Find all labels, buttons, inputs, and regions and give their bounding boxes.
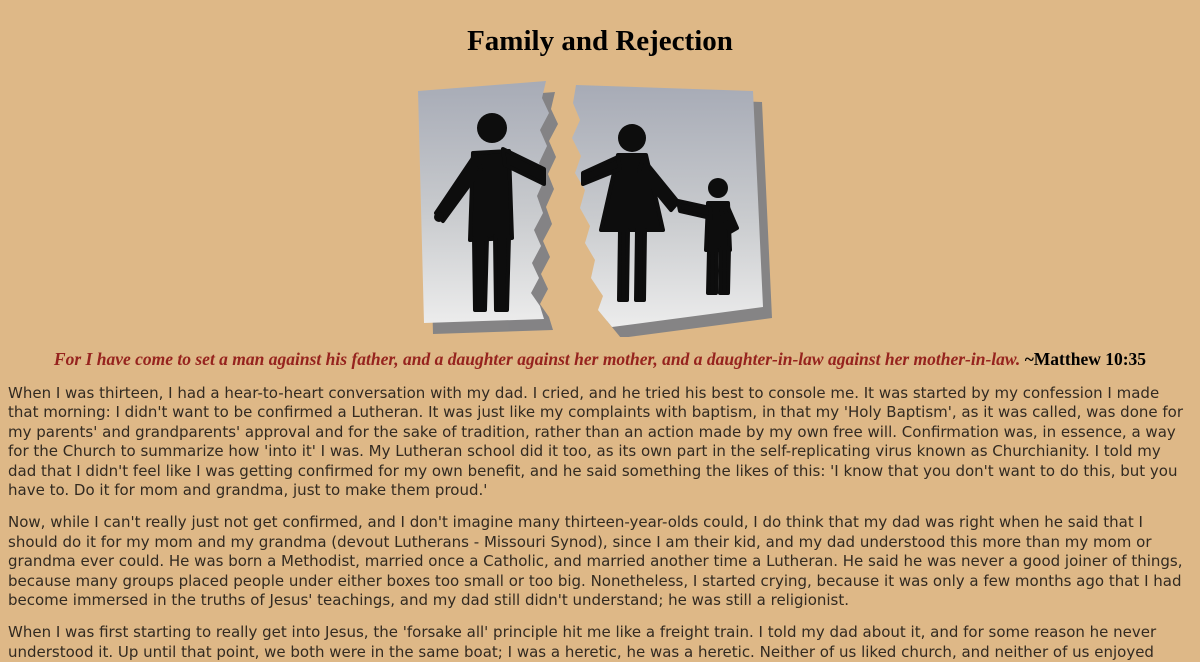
scripture-line: [0, 350, 1200, 368]
page-title: Family and Rejection: [467, 25, 733, 57]
torn-family-image: [415, 78, 785, 337]
right-torn-piece: [572, 85, 763, 327]
body-paragraph: When I was first starting to really get into Jesus, the 'forsake all' principle hit me like a freight train. I told my dad about it, and for some reason he never understood it. Up until that point, we both were in the same boat; I was a heretic, he was a heretic. Neither of us liked church, and neither of us enjoyed: [8, 623, 1157, 661]
torn-family-pictogram-svg: [415, 78, 785, 337]
body-paragraph: Now, while I can't really just not get confirmed, and I don't imagine many thirteen-year-olds could, I do think that my dad was right when he said that I should do it for my mom and my grandma (devout Lutherans - Missouri Synod), since I am their kid, and my dad understood this more than my mom or grandma ever could. He was born a Methodist, married once a Catholic, and married another time a Lutheran. He said he was never a good joiner of things, because many groups placed people under either boxes too small or too big. Nonetheless, I started crying, because it was only a few months ago that I had become immersed in the truths of Jesus' teachings, and my dad still didn't understand; he was still a religionist.: [8, 513, 1183, 610]
body-paragraph: When I was thirteen, I had a hear-to-heart conversation with my dad. I cried, and he tried his best to console me. It was started by my confession I made that morning: I didn't want to be confirmed a Lutheran. It was just like my complaints with baptism, in that my 'Holy Baptism', as it was called, was done for my parents' and grandparents' approval and for the sake of tradition, rather than an action made by my own free will. Confirmation was, in essence, a way for the Church to summarize how 'into it' I was. My Lutheran school did it too, as its own part in the self-replicating virus known as Churchianity. I told my dad that I didn't feel like I was getting confirmed for my own benefit, and he said something the likes of this: 'I know that you don't want to do this, but you have to. Do it for mom and grandma, just to make them proud.': [8, 384, 1183, 500]
scripture-quote: For I have come to set a man against his father, and a daughter against her mother, and a daughter-in-law against her mother-in-law.: [53, 349, 1021, 369]
left-torn-piece: [418, 81, 549, 323]
scripture-attribution: ~Matthew 10:35: [1024, 349, 1147, 369]
page-background: [0, 24, 1200, 661]
article-body: [0, 384, 1200, 662]
